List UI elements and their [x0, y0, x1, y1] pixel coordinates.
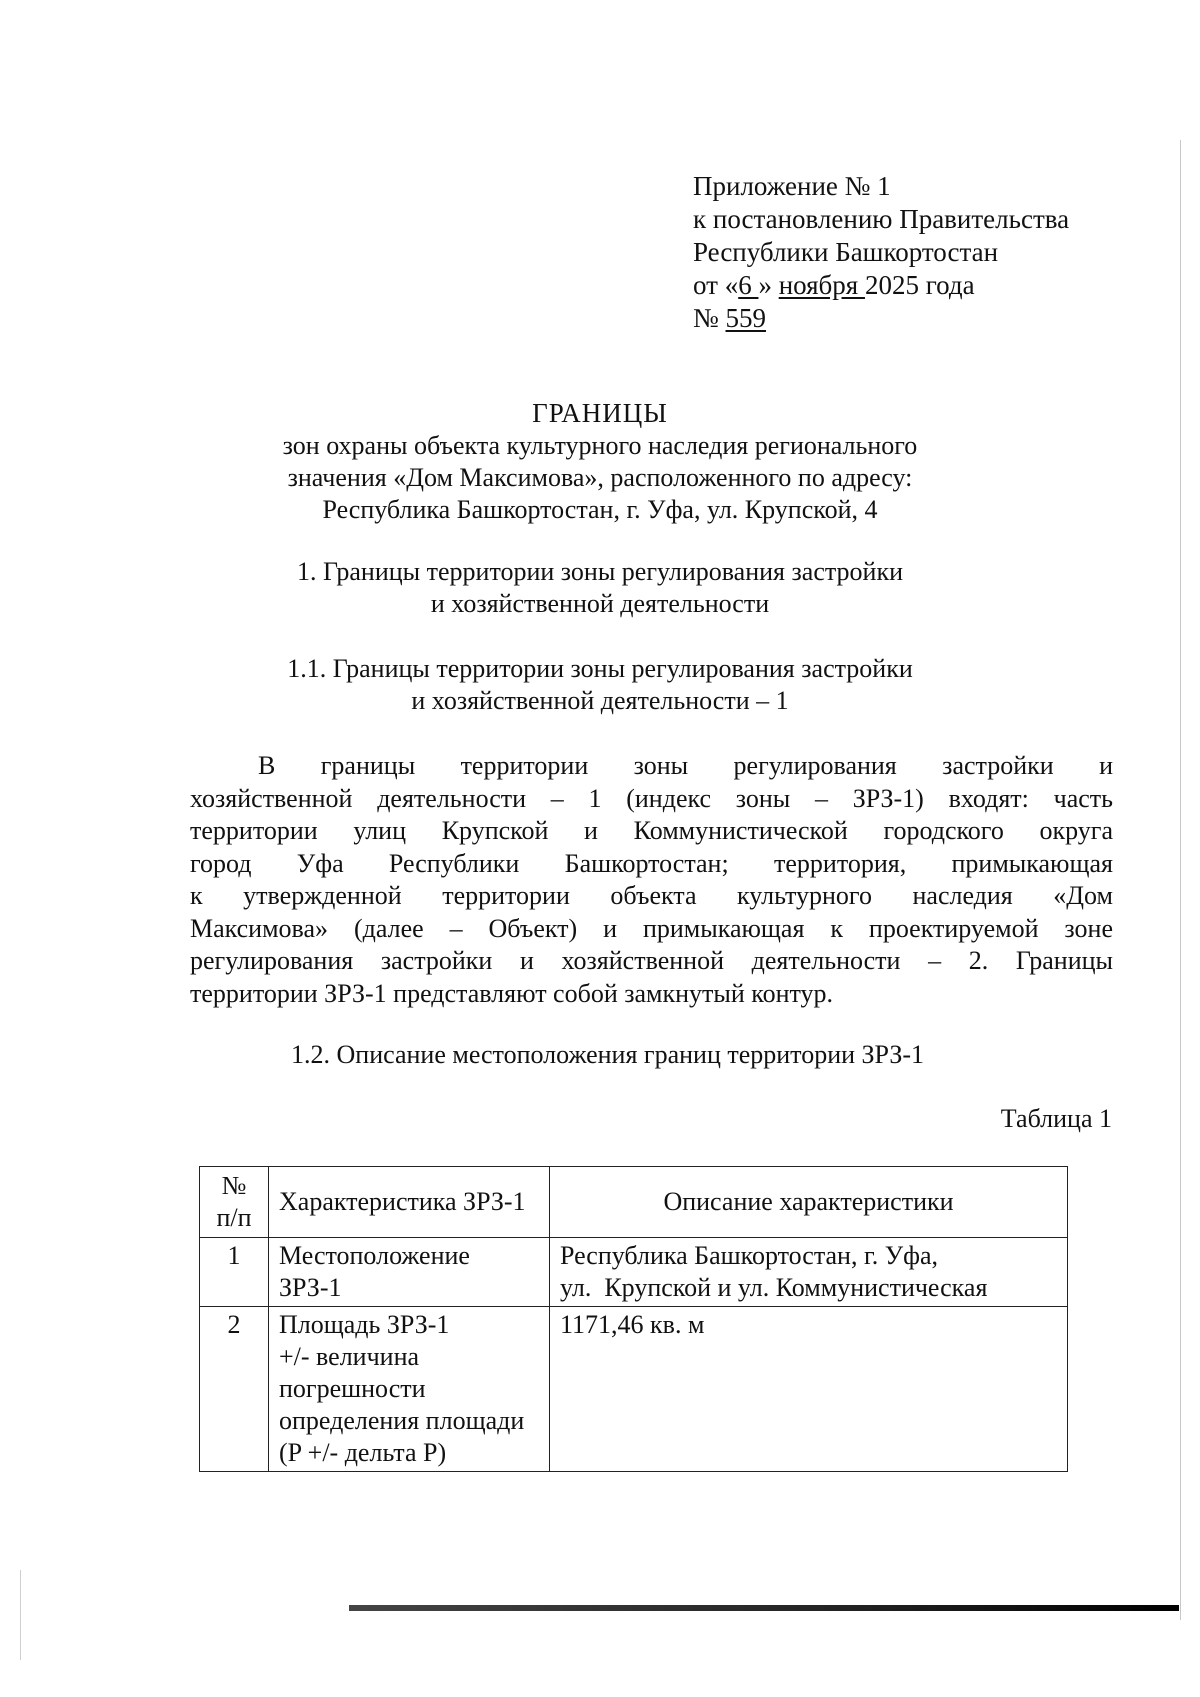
scan-bottom-bar: [349, 1605, 1179, 1611]
annex-line-1: Приложение № 1: [693, 171, 891, 201]
subtitle-line-3: Республика Башкортостан, г. Уфа, ул. Крупской, 4: [322, 495, 878, 524]
header-num-line-2: п/п: [216, 1203, 252, 1232]
table-row: [200, 1307, 1068, 1472]
scan-left-edge: [20, 1570, 21, 1660]
paragraph-line: хозяйственной деятельности – 1 (индекс зоны – ЗРЗ-1) входят: часть: [190, 783, 1113, 813]
row-num: 1: [200, 1238, 269, 1307]
table-header-row: [200, 1167, 1068, 1238]
date-day: 6: [738, 270, 759, 300]
date-prefix: от «: [693, 270, 739, 300]
annex-number: [693, 302, 1069, 335]
paragraph-line: регулирования застройки и хозяйственной деятельности – 2. Границы: [190, 946, 1113, 975]
cell-line: Республика Башкортостан, г. Уфа,: [560, 1241, 938, 1270]
number-value: 559: [725, 303, 767, 333]
paragraph-line: город Уфа Республики Башкортостан; территория, примыкающая: [190, 848, 1113, 878]
section-1-1-line-1: 1.1. Границы территории зоны регулирования застройки: [287, 654, 913, 683]
scan-right-edge: [1180, 140, 1181, 1620]
body-paragraph: [190, 750, 1113, 1010]
annex-line-3: Республики Башкортостан: [693, 237, 999, 267]
cell-line: ЗРЗ-1: [279, 1273, 342, 1302]
characteristics-table: [199, 1166, 1068, 1472]
cell-line: Местоположение: [279, 1241, 470, 1270]
section-1-line-1: 1. Границы территории зоны регулирования застройки: [296, 557, 903, 586]
number-prefix: №: [693, 303, 726, 333]
paragraph-line: В границы территории зоны регулирования застройки и: [258, 751, 1113, 780]
date-month: ноября: [778, 270, 865, 300]
date-mid: »: [758, 270, 779, 300]
table-caption: Таблица 1: [1000, 1104, 1112, 1133]
row-description: [550, 1307, 1068, 1472]
header-description: Описание характеристики: [550, 1167, 1068, 1238]
annex-date: [693, 269, 1069, 302]
header-characteristic: Характеристика ЗРЗ-1: [269, 1167, 550, 1238]
cell-line: 1171,46 кв. м: [560, 1310, 705, 1339]
paragraph-line: к утвержденной территории объекта культурного наследия «Дом: [190, 881, 1113, 910]
section-1-heading: [0, 556, 1200, 620]
row-characteristic: [269, 1307, 550, 1472]
header-num-line-1: №: [221, 1171, 247, 1200]
annex-line-2: к постановлению Правительства: [693, 204, 1070, 234]
annex-block: [693, 170, 1069, 335]
date-year: 2025 года: [864, 270, 975, 300]
cell-line: определения площади: [279, 1406, 525, 1435]
cell-line: ул. Крупской и ул. Коммунистическая: [560, 1273, 988, 1302]
section-1-1-line-2: и хозяйственной деятельности – 1: [411, 686, 789, 715]
header-num: [200, 1167, 269, 1238]
paragraph-line: территории улиц Крупской и Коммунистической городского округа: [190, 816, 1113, 845]
subtitle-line-2: значения «Дом Максимова», расположенного по адресу:: [287, 463, 913, 492]
section-1-1-heading: [0, 653, 1200, 717]
section-1-2-heading: 1.2. Описание местоположения границ территории ЗРЗ-1: [291, 1040, 925, 1069]
row-num: 2: [200, 1307, 269, 1472]
cell-line: +/- величина: [279, 1342, 420, 1371]
table-row: [200, 1238, 1068, 1307]
cell-line: погрешности: [279, 1374, 426, 1403]
row-description: [550, 1238, 1068, 1307]
subtitle-line-1: зон охраны объекта культурного наследия регионального: [282, 431, 918, 460]
section-1-line-2: и хозяйственной деятельности: [430, 589, 770, 618]
row-characteristic: [269, 1238, 550, 1307]
document-subtitle: [0, 430, 1200, 526]
paragraph-line: территории ЗРЗ-1 представляют собой замкнутый контур.: [190, 978, 834, 1008]
cell-line: (P +/- дельта P): [279, 1438, 447, 1467]
paragraph-line: Максимова» (далее – Объект) и примыкающая к проектируемой зоне: [190, 913, 1113, 943]
cell-line: Площадь ЗРЗ-1: [279, 1310, 450, 1339]
document-title: ГРАНИЦЫ: [532, 398, 668, 428]
